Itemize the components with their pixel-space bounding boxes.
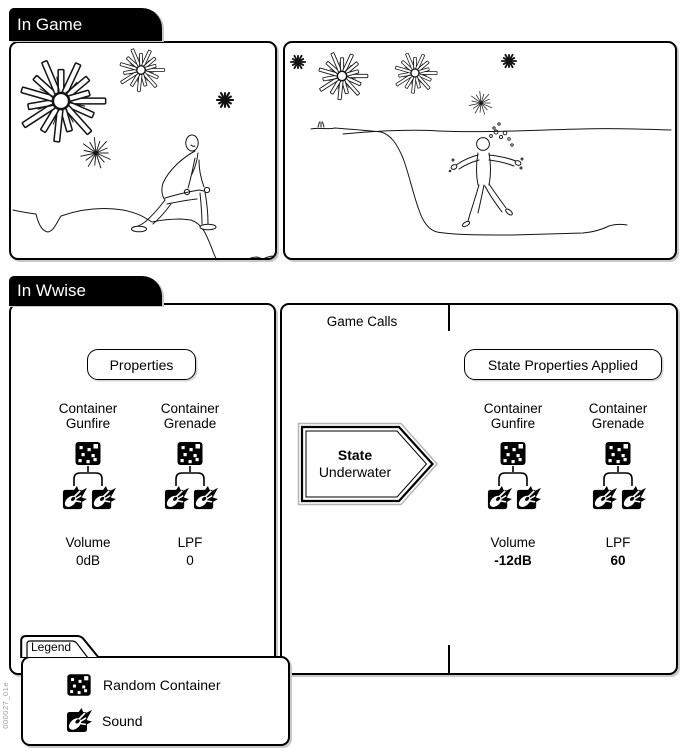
param-value: -12dB <box>494 553 532 568</box>
state-arrow-text <box>303 422 407 506</box>
random-container-icon <box>65 672 93 698</box>
param-value: 0dB <box>75 553 101 568</box>
container-connector <box>162 466 218 486</box>
sound-icon <box>486 486 512 511</box>
sound-icon <box>90 486 116 511</box>
watermark-text: 000027_01e <box>1 682 10 729</box>
sound-icon <box>163 486 189 511</box>
sound-icon <box>192 486 218 511</box>
state-arrow-line1: State <box>337 447 373 463</box>
divider-tick-bottom <box>448 645 450 673</box>
container-connector <box>485 466 541 486</box>
properties-pill <box>87 349 196 380</box>
legend-tab <box>20 634 104 658</box>
water-terrain-sketch <box>311 122 671 235</box>
container-label-line1: Container <box>483 401 543 416</box>
properties-pill-label: Properties <box>109 356 174 373</box>
in-game-tab-label: In Game <box>17 14 83 34</box>
legend-item-label: Sound <box>102 713 143 729</box>
legend-box <box>21 656 290 746</box>
param-value: 0 <box>186 553 194 568</box>
random-container-icon <box>175 441 205 466</box>
container-group-grenade-state <box>566 401 670 568</box>
sound-icon <box>591 486 617 511</box>
state-underwater-arrow <box>297 422 439 506</box>
state-section-panel <box>280 303 678 675</box>
random-container-icon <box>603 441 633 466</box>
container-label <box>484 401 543 431</box>
underwater-person-sketch <box>450 138 521 228</box>
game-calls-label: Game Calls <box>326 314 398 329</box>
sound-icon <box>61 486 87 511</box>
state-properties-pill <box>464 349 662 380</box>
in-game-tab <box>9 8 162 41</box>
container-label-line2: Gunfire <box>65 416 111 431</box>
param-label: LPF <box>605 535 631 550</box>
game-scene-land-panel <box>9 41 277 260</box>
sound-pair <box>486 486 541 511</box>
container-label <box>161 401 220 431</box>
sound-pair <box>61 486 116 511</box>
param-label: LPF <box>177 535 203 550</box>
state-arrow-line2: Underwater <box>318 464 392 480</box>
in-wwise-tab <box>9 276 162 306</box>
sound-pair <box>163 486 218 511</box>
container-label-line1: Container <box>588 401 648 416</box>
divider-tick-top <box>448 305 450 331</box>
container-label <box>589 401 648 431</box>
land-scene-illustration <box>11 43 275 258</box>
game-scene-underwater-panel <box>283 41 677 260</box>
legend-item-label: Random Container <box>103 677 221 693</box>
sound-pair <box>591 486 646 511</box>
container-label <box>59 401 118 431</box>
sound-icon <box>515 486 541 511</box>
properties-panel <box>9 303 276 675</box>
sound-icon <box>65 708 92 734</box>
container-group-grenade <box>138 401 242 568</box>
underwater-scene-illustration <box>285 43 675 258</box>
param-label: Volume <box>490 535 536 550</box>
container-label-line2: Grenade <box>163 416 217 431</box>
container-label-line1: Container <box>160 401 220 416</box>
param-label: Volume <box>65 535 111 550</box>
random-container-icon <box>498 441 528 466</box>
terrain-sketch <box>13 209 274 258</box>
param-value: 60 <box>610 553 626 568</box>
container-group-gunfire-state <box>461 401 565 568</box>
container-label-line2: Grenade <box>591 416 645 431</box>
random-container-icon <box>73 441 103 466</box>
container-connector <box>590 466 646 486</box>
container-connector <box>60 466 116 486</box>
legend-item-sound <box>65 708 142 734</box>
container-group-gunfire <box>36 401 140 568</box>
legend-title: Legend <box>31 640 72 654</box>
legend-item-random-container <box>65 672 221 698</box>
state-properties-pill-label: State Properties Applied <box>487 356 639 373</box>
container-label-line1: Container <box>58 401 118 416</box>
container-label-line2: Gunfire <box>490 416 536 431</box>
sound-icon <box>620 486 646 511</box>
in-wwise-tab-label: In Wwise <box>17 281 86 300</box>
